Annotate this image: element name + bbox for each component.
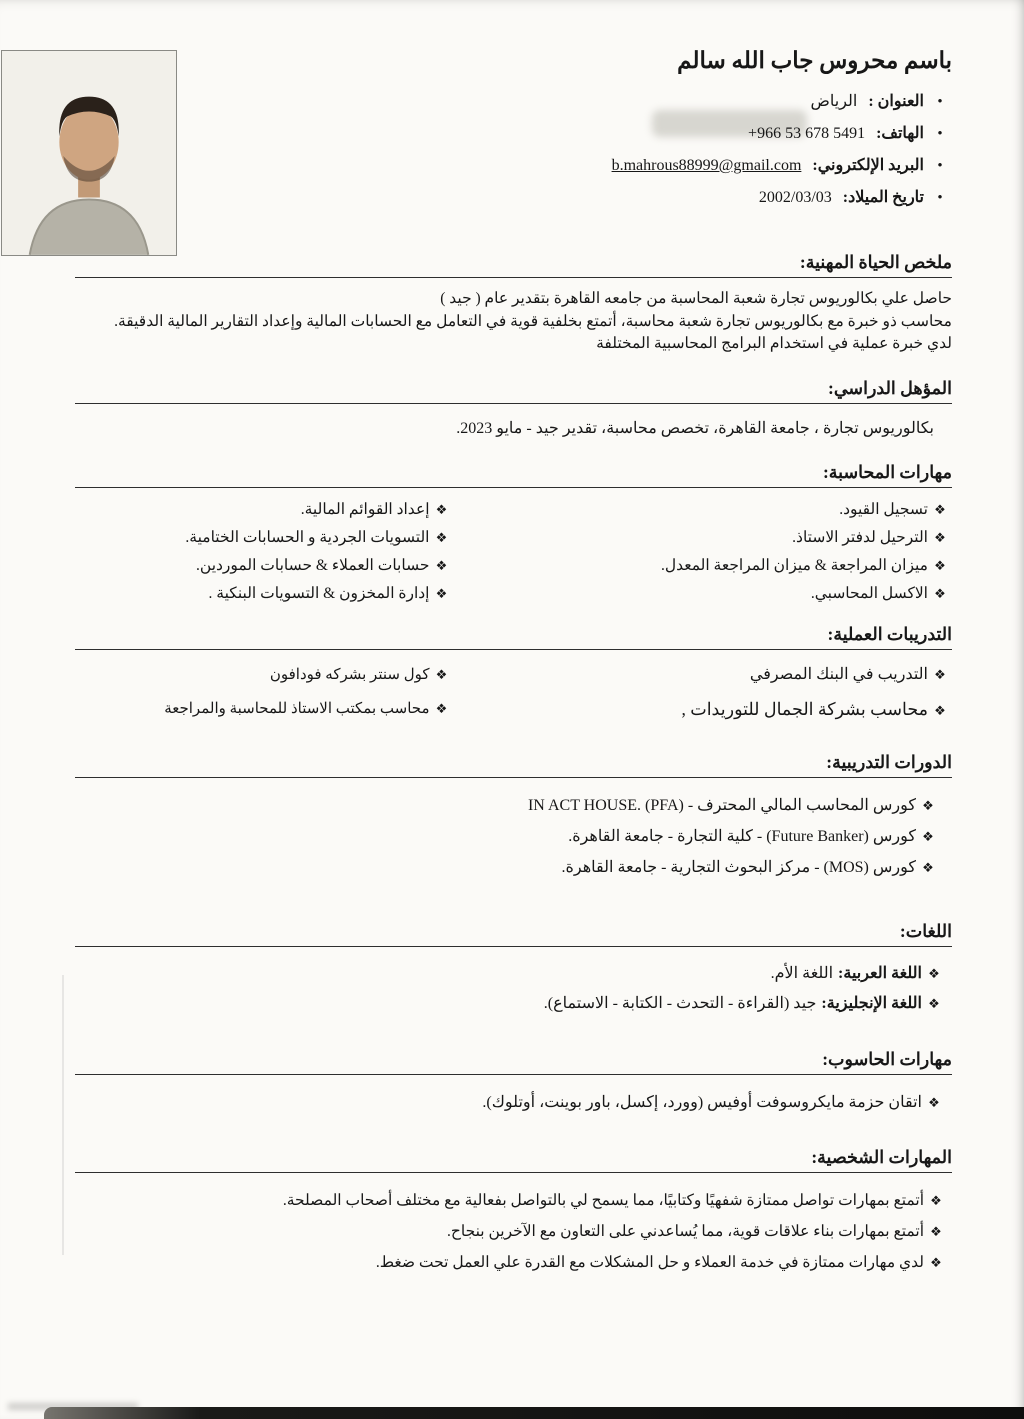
skill-text: الترحيل لدفتر الاستاذ. xyxy=(792,528,928,546)
contact-row-address xyxy=(75,86,952,118)
section-divider xyxy=(75,1172,952,1173)
personal-skill-item xyxy=(75,1216,948,1247)
diamond-bullet-icon: ❖ xyxy=(435,501,448,517)
contact-label: العنوان : xyxy=(868,93,924,110)
course-item xyxy=(75,821,940,852)
course-item xyxy=(75,852,940,883)
candidate-name: باسم محروس جاب الله سالم xyxy=(677,48,952,73)
diamond-bullet-icon: ❖ xyxy=(930,1192,942,1208)
training-text: محاسب بمكتب الاستاذ للمحاسبة والمراجعة xyxy=(164,700,430,717)
personal-skill-text: لدي مهارات ممتازة في خدمة العملاء و حل المشكلات مع القدرة علي العمل تحت ضغط. xyxy=(375,1253,924,1271)
section-title: ملخص الحياة المهنية: xyxy=(799,252,952,272)
birth-date: 2002/03/03 xyxy=(758,189,832,206)
skill-text: حسابات العملاء & حسابات الموردين. xyxy=(196,556,430,574)
section-title: اللغات: xyxy=(899,920,952,941)
personal-skill-text: أتمتع بمهارات بناء علاقات قوية، مما يُساعدني على التعاون مع الآخرين بنجاح. xyxy=(446,1222,924,1240)
training-item xyxy=(75,658,454,692)
diamond-bullet-icon: ❖ xyxy=(934,666,946,682)
diamond-bullet-icon: ❖ xyxy=(934,557,946,573)
section-professional-summary xyxy=(75,250,952,356)
training-item xyxy=(75,692,454,726)
skills-grid xyxy=(75,496,952,608)
summary-line: محاسب ذو خبرة مع بكالوريوس تجارة شعبة محاسبة، أتمتع بخلفية قوية في التعامل مع الحسابات المالية وإعداد التقارير المالية الدقيقة. xyxy=(114,312,952,330)
summary-paragraph xyxy=(75,288,952,356)
diamond-bullet-icon: ❖ xyxy=(928,995,940,1011)
scan-fold-line xyxy=(62,975,64,1255)
contact-row-phone xyxy=(75,118,952,150)
bullet-dot-icon: • xyxy=(937,190,943,206)
section-title: المؤهل الدراسي: xyxy=(828,377,952,398)
diamond-bullet-icon: ❖ xyxy=(928,965,940,981)
contact-row-birthdate xyxy=(75,182,952,214)
section-divider xyxy=(75,946,952,947)
section-personal-skills xyxy=(75,1145,952,1278)
diamond-bullet-icon: ❖ xyxy=(922,828,934,844)
contact-value: الرياض xyxy=(810,93,858,110)
summary-line: حاصل علي بكالوريوس تجارة شعبة المحاسبة من جامعه القاهرة بتقدير عام ( جيد ) xyxy=(440,290,952,307)
diamond-bullet-icon: ❖ xyxy=(435,666,448,682)
diamond-bullet-icon: ❖ xyxy=(934,529,946,545)
course-item xyxy=(75,790,940,821)
diamond-bullet-icon: ❖ xyxy=(435,700,448,716)
language-level: جيد (القراءة - التحدث - الكتابة - الاستماع). xyxy=(543,994,817,1012)
resume-header xyxy=(75,0,952,250)
section-languages xyxy=(75,919,952,1019)
section-title: التدريبات العملية: xyxy=(827,623,952,644)
skill-item xyxy=(514,552,953,580)
contact-list xyxy=(75,86,952,214)
diamond-bullet-icon: ❖ xyxy=(930,1223,942,1239)
bullet-dot-icon: • xyxy=(937,158,943,174)
diamond-bullet-icon: ❖ xyxy=(934,702,946,718)
diamond-bullet-icon: ❖ xyxy=(435,585,448,601)
diamond-bullet-icon: ❖ xyxy=(930,1254,942,1270)
contact-row-email xyxy=(75,150,952,182)
course-text: كورس المحاسب المالي المحترف - IN ACT HOUSE. (PFA) xyxy=(527,796,916,814)
training-text: التدريب في البنك المصرفي xyxy=(749,665,928,683)
computer-skill-list xyxy=(75,1089,952,1117)
personal-skill-item xyxy=(75,1185,948,1216)
contact-label: الهاتف: xyxy=(876,125,924,142)
section-title: مهارات المحاسبة: xyxy=(822,461,952,482)
language-item xyxy=(75,959,946,989)
diamond-bullet-icon: ❖ xyxy=(435,529,448,545)
diamond-bullet-icon: ❖ xyxy=(922,797,934,813)
language-list xyxy=(75,959,952,1019)
course-list xyxy=(75,790,952,883)
personal-skill-text: أتمتع بمهارات تواصل ممتازة شفهيًا وكتابيًا، مما يسمح لي بالتواصل بفعالية مع مختلف أصحاب المصلحة. xyxy=(282,1191,924,1209)
bullet-dot-icon: • xyxy=(937,94,943,110)
skill-item xyxy=(514,524,953,552)
skill-item xyxy=(75,496,454,524)
skill-item xyxy=(514,580,953,608)
section-practical-trainings xyxy=(75,622,952,728)
diamond-bullet-icon: ❖ xyxy=(435,557,448,573)
computer-skill-item xyxy=(75,1089,946,1117)
skill-text: التسويات الجردية و الحسابات الختامية. xyxy=(185,528,430,546)
training-item xyxy=(514,658,953,692)
training-text: محاسب بشركة الجمال للتوريدات , xyxy=(681,698,928,719)
section-title: مهارات الحاسوب: xyxy=(822,1048,952,1069)
language-name: اللغة العربية: xyxy=(838,964,922,982)
skill-text: تسجيل القيود. xyxy=(839,500,928,518)
training-item xyxy=(514,692,953,728)
training-text: كول سنتر بشركه فودافون xyxy=(269,666,430,683)
skills-column-right xyxy=(514,496,953,608)
skills-column-left xyxy=(75,496,514,608)
section-divider xyxy=(75,1074,952,1075)
language-item xyxy=(75,989,946,1019)
course-text: كورس (Future Banker) - كلية التجارة - جامعة القاهرة. xyxy=(568,827,916,845)
trainings-grid xyxy=(75,658,952,728)
language-level: اللغة الأم. xyxy=(770,964,834,982)
bullet-dot-icon: • xyxy=(937,126,943,142)
skill-item xyxy=(75,552,454,580)
personal-skill-item xyxy=(75,1247,948,1278)
skill-text: ميزان المراجعة & ميزان المراجعة المعدل. xyxy=(660,556,928,574)
section-computer-skills xyxy=(75,1047,952,1117)
phone-number: +966 53 678 5491 xyxy=(748,125,866,142)
skill-item xyxy=(75,580,454,608)
skill-text: إعداد القوائم المالية. xyxy=(300,500,430,518)
summary-line: لدي خبرة عملية في استخدام البرامج المحاسبية المختلفة xyxy=(596,335,952,352)
personal-skill-list xyxy=(75,1185,952,1278)
diamond-bullet-icon: ❖ xyxy=(928,1094,940,1110)
skill-text: الاكسل المحاسبي. xyxy=(810,584,928,602)
skill-text: إدارة المخزون & التسويات البنكية . xyxy=(208,584,430,602)
language-name: اللغة الإنجليزية: xyxy=(821,994,922,1012)
contact-label: تاريخ الميلاد: xyxy=(842,189,924,206)
trainings-column-left xyxy=(75,658,514,728)
skill-item xyxy=(514,496,953,524)
section-divider xyxy=(75,403,952,404)
section-divider xyxy=(75,277,952,278)
education-line: بكالوريوس تجارة ، جامعة القاهرة، تخصص محاسبة، تقدير جيد - مايو 2023. xyxy=(456,419,934,437)
section-title: المهارات الشخصية: xyxy=(811,1146,952,1167)
section-divider xyxy=(75,649,952,650)
diamond-bullet-icon: ❖ xyxy=(934,585,946,601)
skill-item xyxy=(75,524,454,552)
section-accounting-skills xyxy=(75,460,952,608)
email-address: b.mahrous88999@gmail.com xyxy=(611,157,802,174)
section-divider xyxy=(75,487,952,488)
contact-label: البريد الإلكتروني: xyxy=(812,157,924,174)
computer-skill-text: اتقان حزمة مايكروسوفت أوفيس (وورد، إكسل، باور بوينت، أوتلوك). xyxy=(482,1093,922,1111)
course-text: كورس (MOS) - مركز البحوث التجارية - جامعة القاهرة. xyxy=(561,858,916,876)
section-divider xyxy=(75,777,952,778)
scan-bottom-edge xyxy=(44,1407,1024,1419)
diamond-bullet-icon: ❖ xyxy=(922,859,934,875)
diamond-bullet-icon: ❖ xyxy=(934,501,946,517)
trainings-column-right xyxy=(514,658,953,728)
section-education xyxy=(75,376,952,438)
section-training-courses xyxy=(75,750,952,883)
section-title: الدورات التدريبية: xyxy=(826,751,952,772)
